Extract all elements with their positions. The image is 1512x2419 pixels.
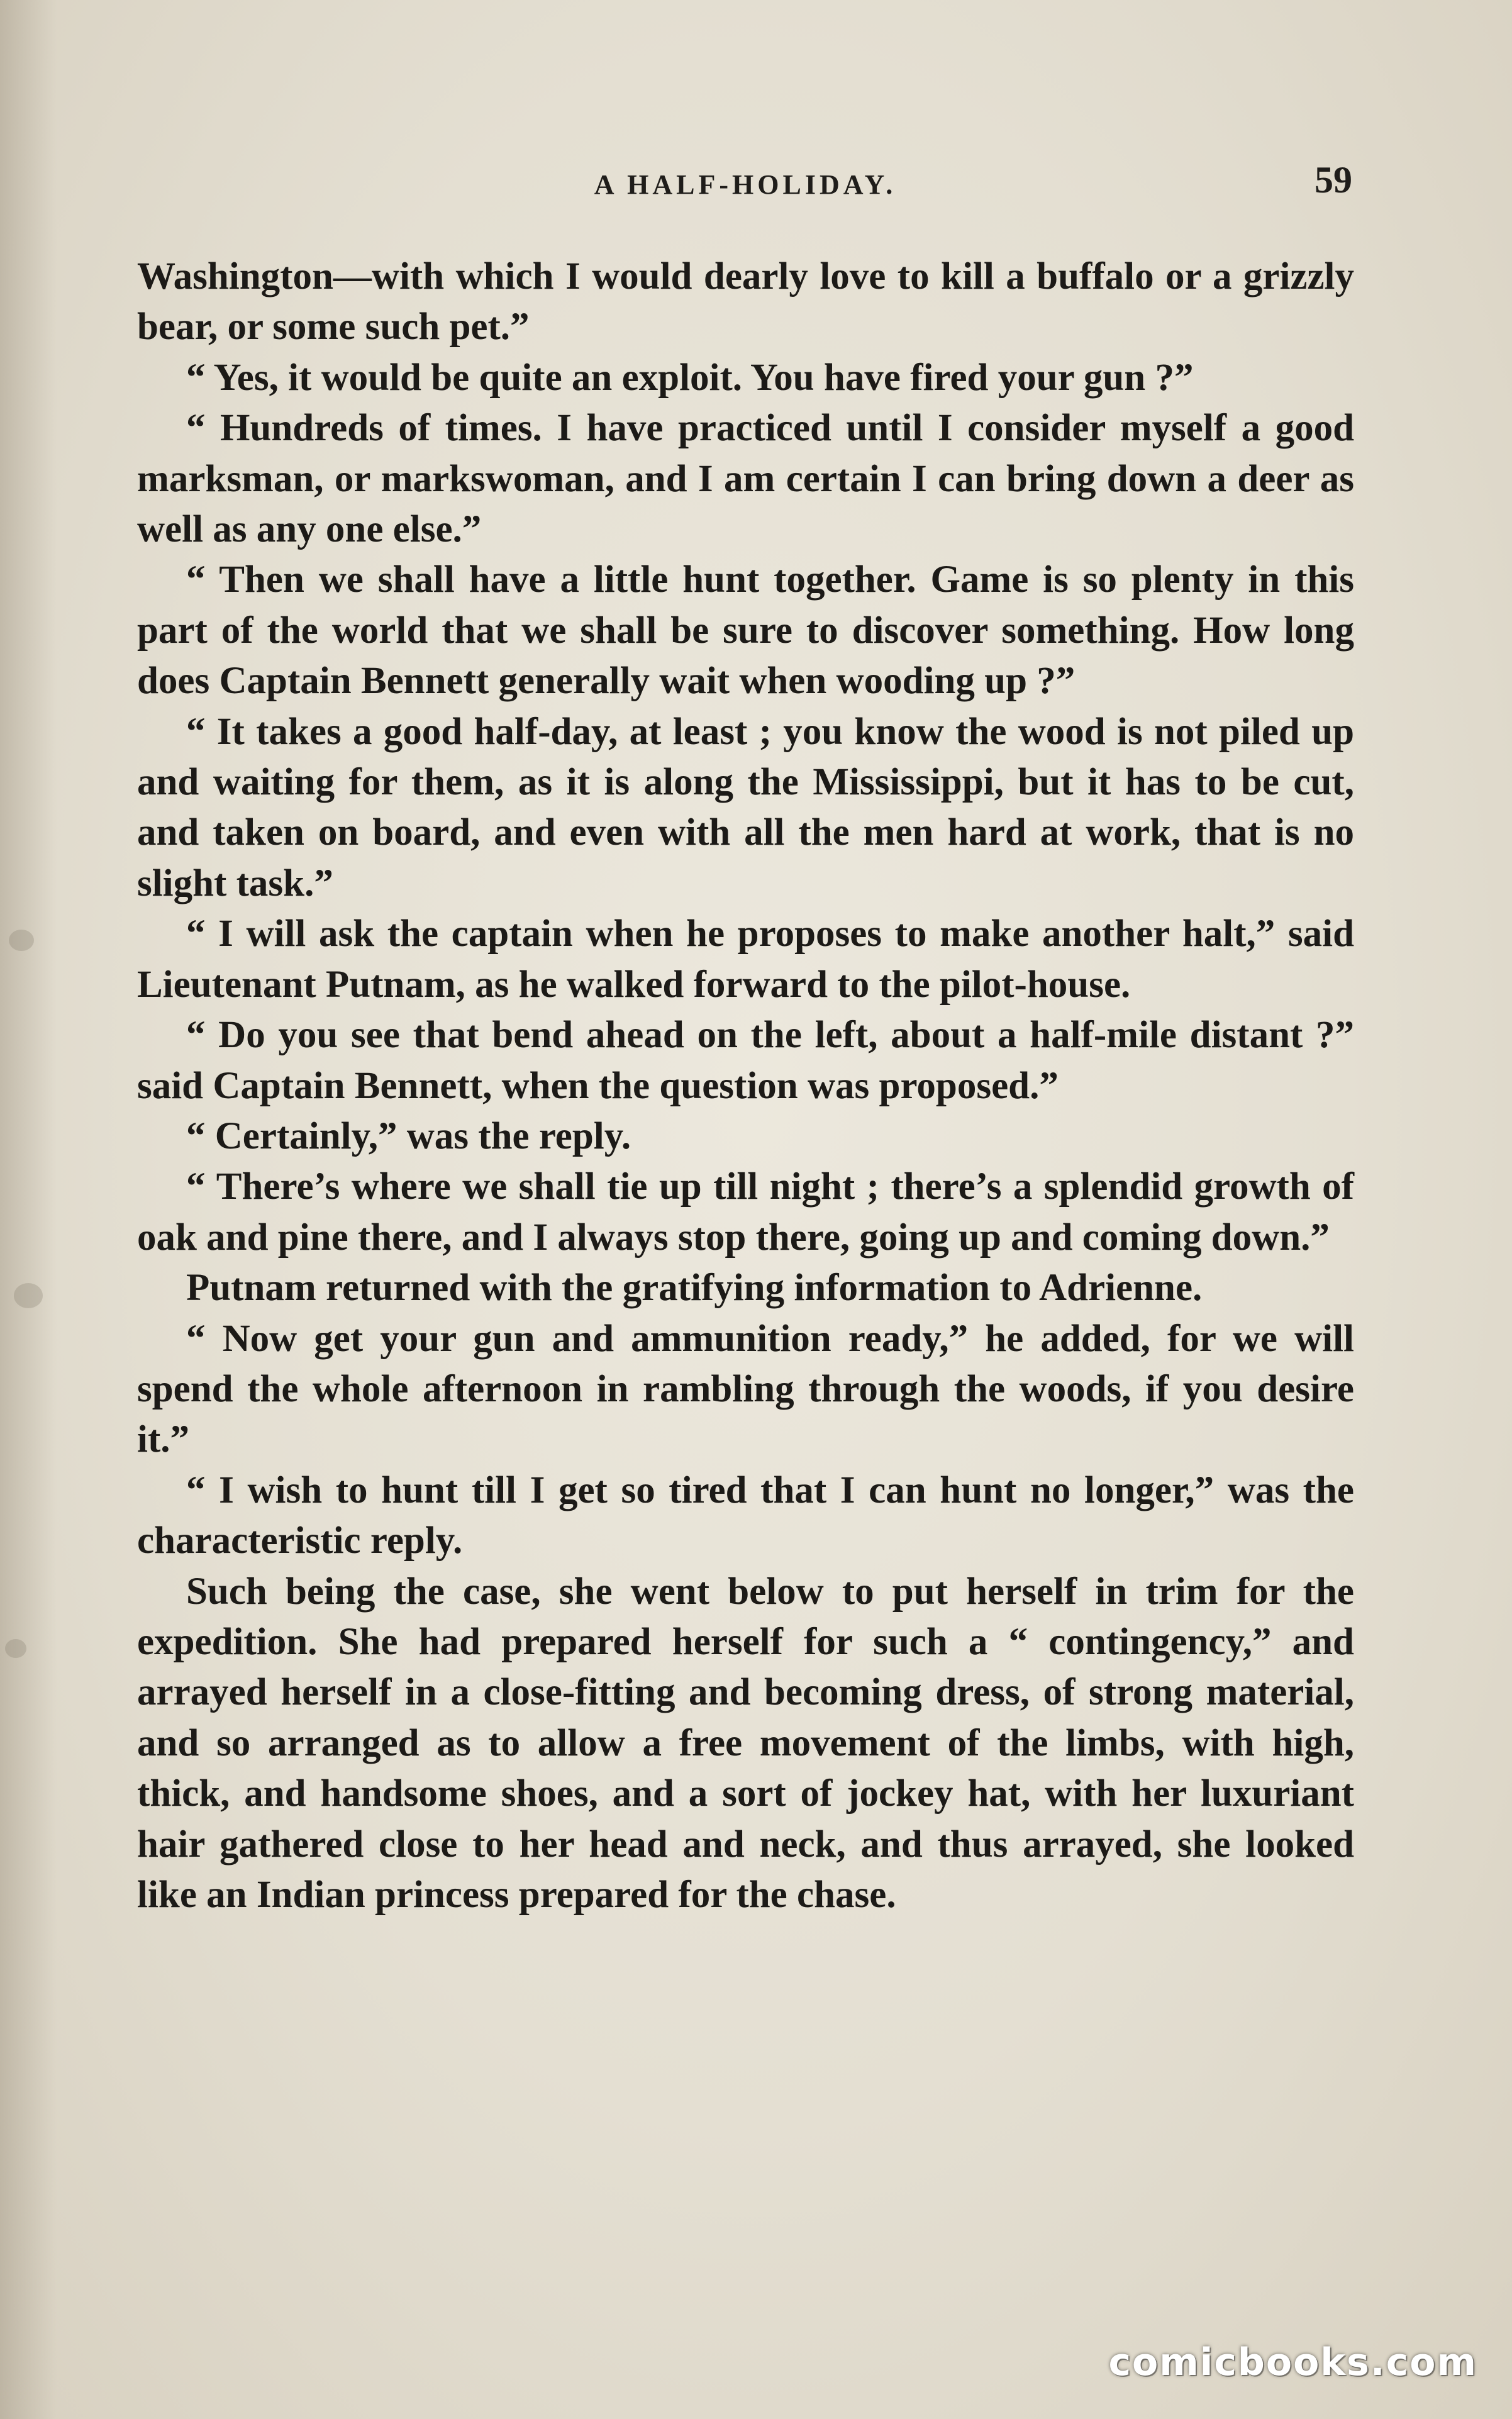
paragraph: “ Now get your gun and ammunition ready,” he added, for we will spend the whole afternoon in rambling through the woods, if you desire it.” <box>137 1317 1354 1461</box>
page-header <box>138 150 1352 213</box>
paragraph: “ It takes a good half-day, at least ; you know the wood is not piled up and waiting for them, as it is along the Mississippi, but it has to be cut, and taken on board, and even with all the men hard at work, that is no slight task.” <box>137 710 1354 904</box>
site-watermark: comicbooks.com <box>1108 2340 1477 2384</box>
paragraph: “ There’s where we shall tie up till night ; there’s a splendid growth of oak and pine there, and I always stop there, going up and coming down.” <box>137 1165 1354 1259</box>
page-wear-spot <box>14 1283 43 1308</box>
paragraph: “ Then we shall have a little hunt together. Game is so plenty in this part of the world that we shall be sure to discover something. How long does Captain Bennett generally wait when wooding up ?” <box>137 559 1354 703</box>
paragraph: “ I will ask the captain when he proposes to make another halt,” said Lieutenant Putnam, as he walked forward to the pilot-house. <box>137 913 1354 1006</box>
paragraph: Such being the case, she went below to put herself in trim for the expedition. She had prepared herself for such a “ contingency,” and arrayed herself in a close-fitting and becoming dress, of strong material, and so arranged as to allow a free movement of the limbs, with high, thick, and handsome shoes, and a sort of jockey hat, with her luxuriant hair gathered close to her head and neck, and thus arrayed, she looked like an Indian princess prepared for the chase. <box>137 1570 1354 1916</box>
page-wear-spot <box>9 930 34 951</box>
page-wear-spot <box>5 1639 26 1658</box>
paragraph: “ Hundreds of times. I have practiced until I consider myself a good marksman, or markswoman, and I am certain I can bring down a deer as well as any one else.” <box>137 407 1354 551</box>
paragraph: “ I wish to hunt till I get so tired that I can hunt no longer,” was the characteristic reply. <box>137 1469 1354 1562</box>
running-head: A HALF-HOLIDAY. <box>594 169 897 200</box>
page-number: 59 <box>1315 159 1352 201</box>
paragraph: “ Yes, it would be quite an exploit. You have fired your gun ?” <box>186 356 1194 399</box>
paragraph: Putnam returned with the gratifying information to Adrienne. <box>186 1267 1203 1310</box>
binding-shadow <box>0 0 57 2419</box>
paragraph: “ Certainly,” was the reply. <box>186 1115 631 1157</box>
body-text <box>137 252 1354 1920</box>
paragraph: Washington—with which I would dearly love to kill a buffalo or a grizzly bear, or some such pet.” <box>137 255 1354 348</box>
paragraph: “ Do you see that bend ahead on the left, about a half-mile distant ?” said Captain Bennett, when the question was proposed.” <box>137 1014 1354 1107</box>
